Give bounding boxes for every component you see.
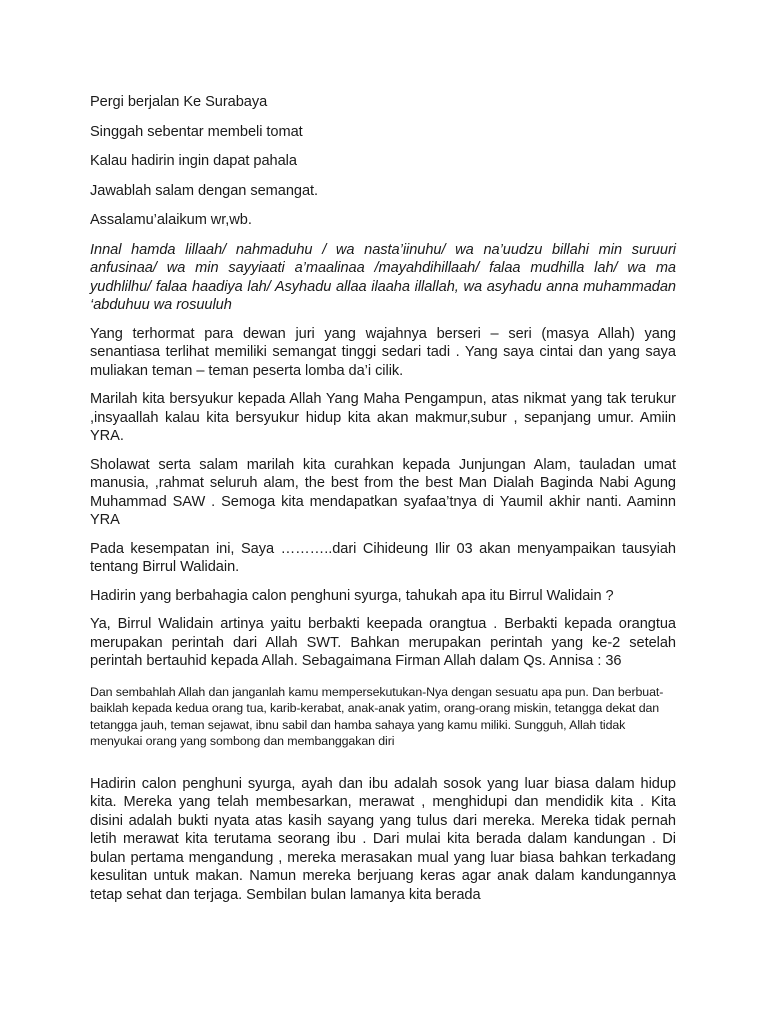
paragraph-salutation: Yang terhormat para dewan juri yang wajahnya berseri – seri (masya Allah) yang senantiasa terlihat memiliki semangat tinggi sedari tadi . Yang saya cintai dan yang saya muliakan teman – teman peserta lomba da’i cilik. [90,325,676,379]
paragraph-definition: Ya, Birrul Walidain artinya yaitu berbakti keepada orangtua . Berbakti kepada orangtua merupakan perintah dari Allah SWT. Bahkan merupakan perintah yang ke-2 setelah perintah bertauhid kepada Allah. Sebagaimana Firman Allah dalam Qs. Annisa : 36 [90,616,676,669]
paragraph-gratitude: Marilah kita bersyukur kepada Allah Yang Maha Pengampun, atas nikmat yang tak terukur ,insyaallah kalau kita bersyukur hidup kita akan makmur,subur , sepanjang umur. Amiin YRA. [90,391,676,444]
pantun-line-1: Pergi berjalan Ke Surabaya [90,94,268,110]
quran-quote: Dan sembahlah Allah dan janganlah kamu mempersekutukan-Nya dengan sesuatu apa pun. Dan berbuat-baiklah kepada kedua orang tua, karib-kerabat, anak-anak yatim, orang-orang miskin, tetangga dekat dan tetangga jauh, teman sejawat, ibnu sabil dan hamba sahaya yang kamu miliki. Sungguh, Allah tidak menyukai orang yang sombong dan membanggakan diri [90,684,664,748]
paragraph-sholawat: Sholawat serta salam marilah kita curahkan kepada Junjungan Alam, tauladan umat manusia, ,rahmat seluruh alam, the best from the best Man Dialah Baginda Nabi Agung Muhammad SAW . Semoga kita mendapatkan syafaa’tnya di Yaumil akhir nanti. Aaminn YRA [90,456,676,528]
pantun-line-2: Singgah sebentar membeli tomat [90,123,303,140]
pantun-line-3: Kalau hadirin ingin dapat pahala [90,153,297,169]
pantun-line-4: Jawablah salam dengan semangat. [90,182,319,199]
document-page [90,93,676,904]
paragraph-parents: Hadirin calon penghuni syurga, ayah dan ibu adalah sosok yang luar biasa dalam hidup kita. Mereka yang telah membesarkan, merawat , menghidupi dan mendidik kita . Kita disini adalah bukti nyata atas kasih sayang yang tulus dari mereka. Mereka tidak pernah letih merawat kita terutama seorang ibu . Dari mulai kita berada dalam kandungan . Di bulan pertama mengandung , mereka merasakan mual yang luar biasa bahkan terkadang kesulitan untuk makan. Namun mereka berjuang keras agar anak dalam kandungannya tetap sehat dan terjaga. Sembilan bulan lamanya kita berada [90,775,676,903]
opening-arabic: Innal hamda lillaah/ nahmaduhu / wa nasta’iinuhu/ wa na’uudzu billahi min suruuri anfusinaa/ wa min sayyiaati a’maalinaa /mayahdihillaah/ falaa mudhilla lah/ wa ma yudhlilhu/ falaa haadiya lah/ Asyhadu allaa ilaaha illallah, wa asyhadu anna muhammadan ‘abduhuu wa rosuuluh [90,241,676,313]
greeting: Assalamu’alaikum wr,wb. [90,212,252,228]
paragraph-introduction: Pada kesempatan ini, Saya ………..dari Cihideung Ilir 03 akan menyampaikan tausyiah tentang Birrul Walidain. [90,540,676,575]
paragraph-question: Hadirin yang berbahagia calon penghuni syurga, tahukah apa itu Birrul Walidain ? [90,587,614,604]
